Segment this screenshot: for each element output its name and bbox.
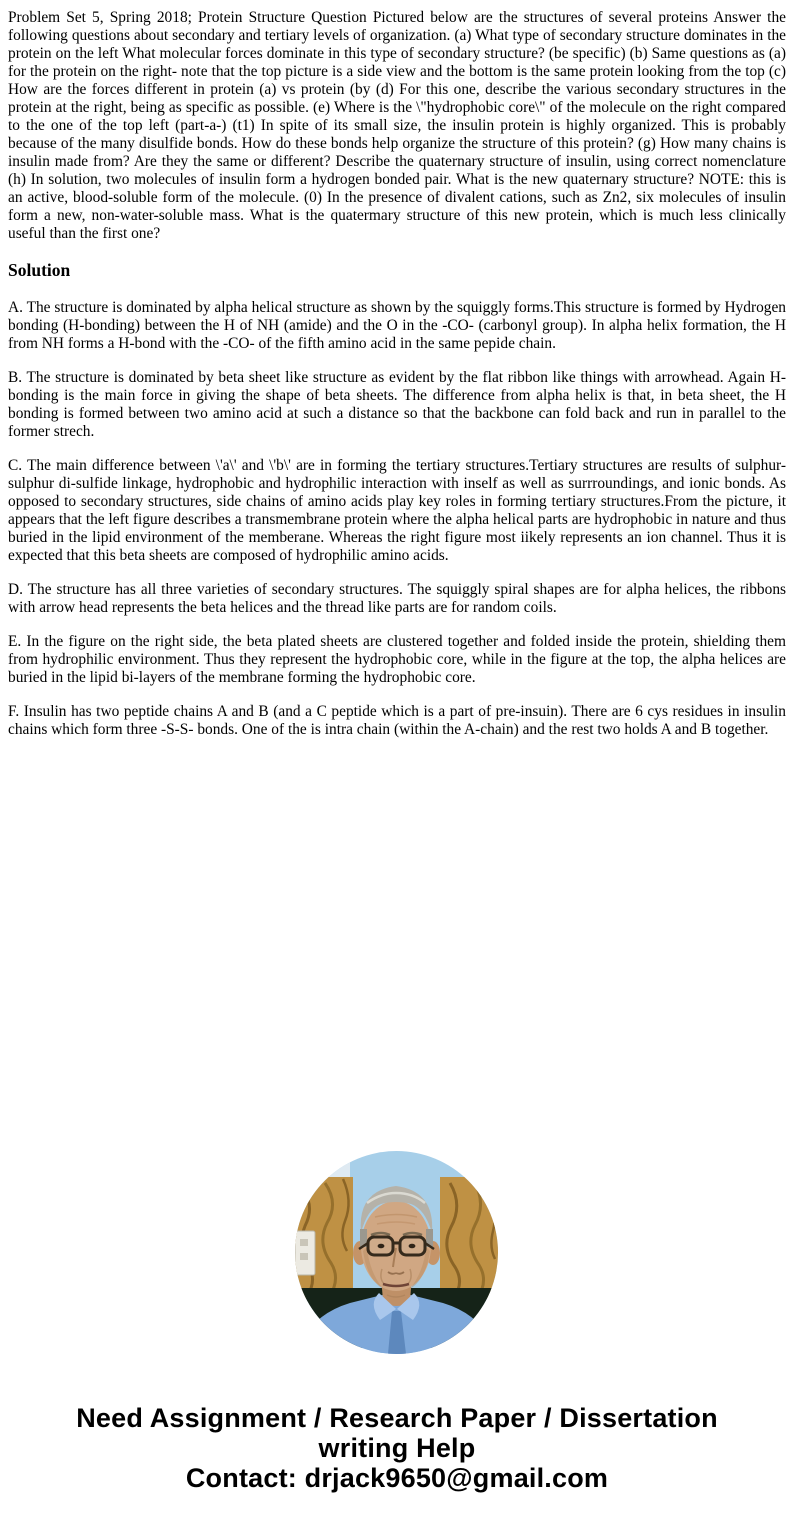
solution-paragraph-f: F. Insulin has two peptide chains A and B (and a C peptide which is a part of pre-insuin). There are 6 cys residues in insulin chains which form three -S-S- bonds. One of the is intra chain (within the A-chain) and the rest two holds A and B together. — [8, 703, 786, 738]
footer-line-1: Need Assignment / Research Paper / Dissertation — [76, 1403, 718, 1433]
solution-paragraph-e: E. In the figure on the right side, the beta plated sheets are clustered together and folded inside the protein, shielding them from hydrophilic environment. Thus they represent the hydrophobic core, while in the figure at the top, the alpha helices are buried in the lipid bi-layers of the membrane forming the hydrophobic core. — [8, 633, 786, 686]
footer-line-2: writing Help — [318, 1433, 476, 1463]
instructor-portrait-graphic — [295, 1151, 498, 1354]
solution-heading: Solution — [8, 260, 71, 280]
instructor-photo — [295, 1151, 498, 1354]
solution-paragraph-a: A. The structure is dominated by alpha helical structure as shown by the squiggly forms.This structure is formed by Hydrogen bonding (H-bonding) between the H of NH (amide) and the O in the -CO- (carbonyl group). In alpha helix formation, the H from NH forms a H-bond with the -CO- of the fifth amino acid in the same pepide chain. — [8, 299, 786, 352]
footer-contact-email: Contact: drjack9650@gmail.com — [185, 1463, 609, 1493]
document-body — [0, 0, 794, 739]
solution-paragraph-c: C. The main difference between \'a\' and \'b\' are in forming the tertiary structures.Tertiary structures are results of sulphur-sulphur di-sulfide linkage, hydrophobic and hydrophilic interaction with inself as well as surrroundings, and ionic bonds. As opposed to secondary structures, side chains of amino acids play key roles in forming tertiary structures.From the picture, it appears that the left figure describes a transmembrane protein where the alpha helical parts are hydrophobic in nature and thus buried in the lipid environment of the memberane. Whereas the right figure most iikely represents an ion channel. Thus it is expected that this beta sheets are composed of hydrophilic amino acids. — [8, 457, 786, 564]
footer-ad — [0, 1403, 794, 1493]
solution-paragraph-d: D. The structure has all three varieties of secondary structures. The squiggly spiral shapes are for alpha helices, the ribbons with arrow head represents the beta helices and the thread like parts are for random coils. — [8, 581, 786, 616]
question-text: Problem Set 5, Spring 2018; Protein Structure Question Pictured below are the structures of several proteins Answer the following questions about secondary and tertiary levels of organization. (a) What type of secondary structure dominates in the protein on the left What molecular forces dominate in this type of secondary structure? (be specific) (b) Same questions as (a) for the protein on the right- note that the top picture is a side view and the bottom is the same protein looking from the top (c) How are the forces different in protein (a) vs protein (by (d) For this one, describe the various secondary structures in the protein at the right, being as specific as possible. (e) Where is the \"hydrophobic core\" of the molecule on the right compared to the one of the top left (part-a-) (t1) In spite of its small size, the insulin protein is highly organized. This is probably because of the many disulfide bonds. How do these bonds help organize the structure of this protein? (g) How many chains is insulin made from? Are they the same or different? Describe the quaternary structure of insulin, using correct nomenclature (h) In solution, two molecules of insulin form a hydrogen bonded pair. What is the new quaternary structure? NOTE: this is an active, blood-soluble form of the molecule. (0) In the presence of divalent cations, such as Zn2, six molecules of insulin form a new, non-water-soluble mass. What is the quatermary structure of this new protein, which is much less clinically useful than the first one? — [8, 9, 786, 242]
solution-paragraph-b: B. The structure is dominated by beta sheet like structure as evident by the flat ribbon like things with arrowhead. Again H-bonding is the main force in giving the shape of beta sheets. The difference from alpha helix is that, in beta sheet, the H bonding is formed between two amino acid at such a distance so that the backbone can fold back and run in parallel to the former strech. — [8, 369, 786, 440]
